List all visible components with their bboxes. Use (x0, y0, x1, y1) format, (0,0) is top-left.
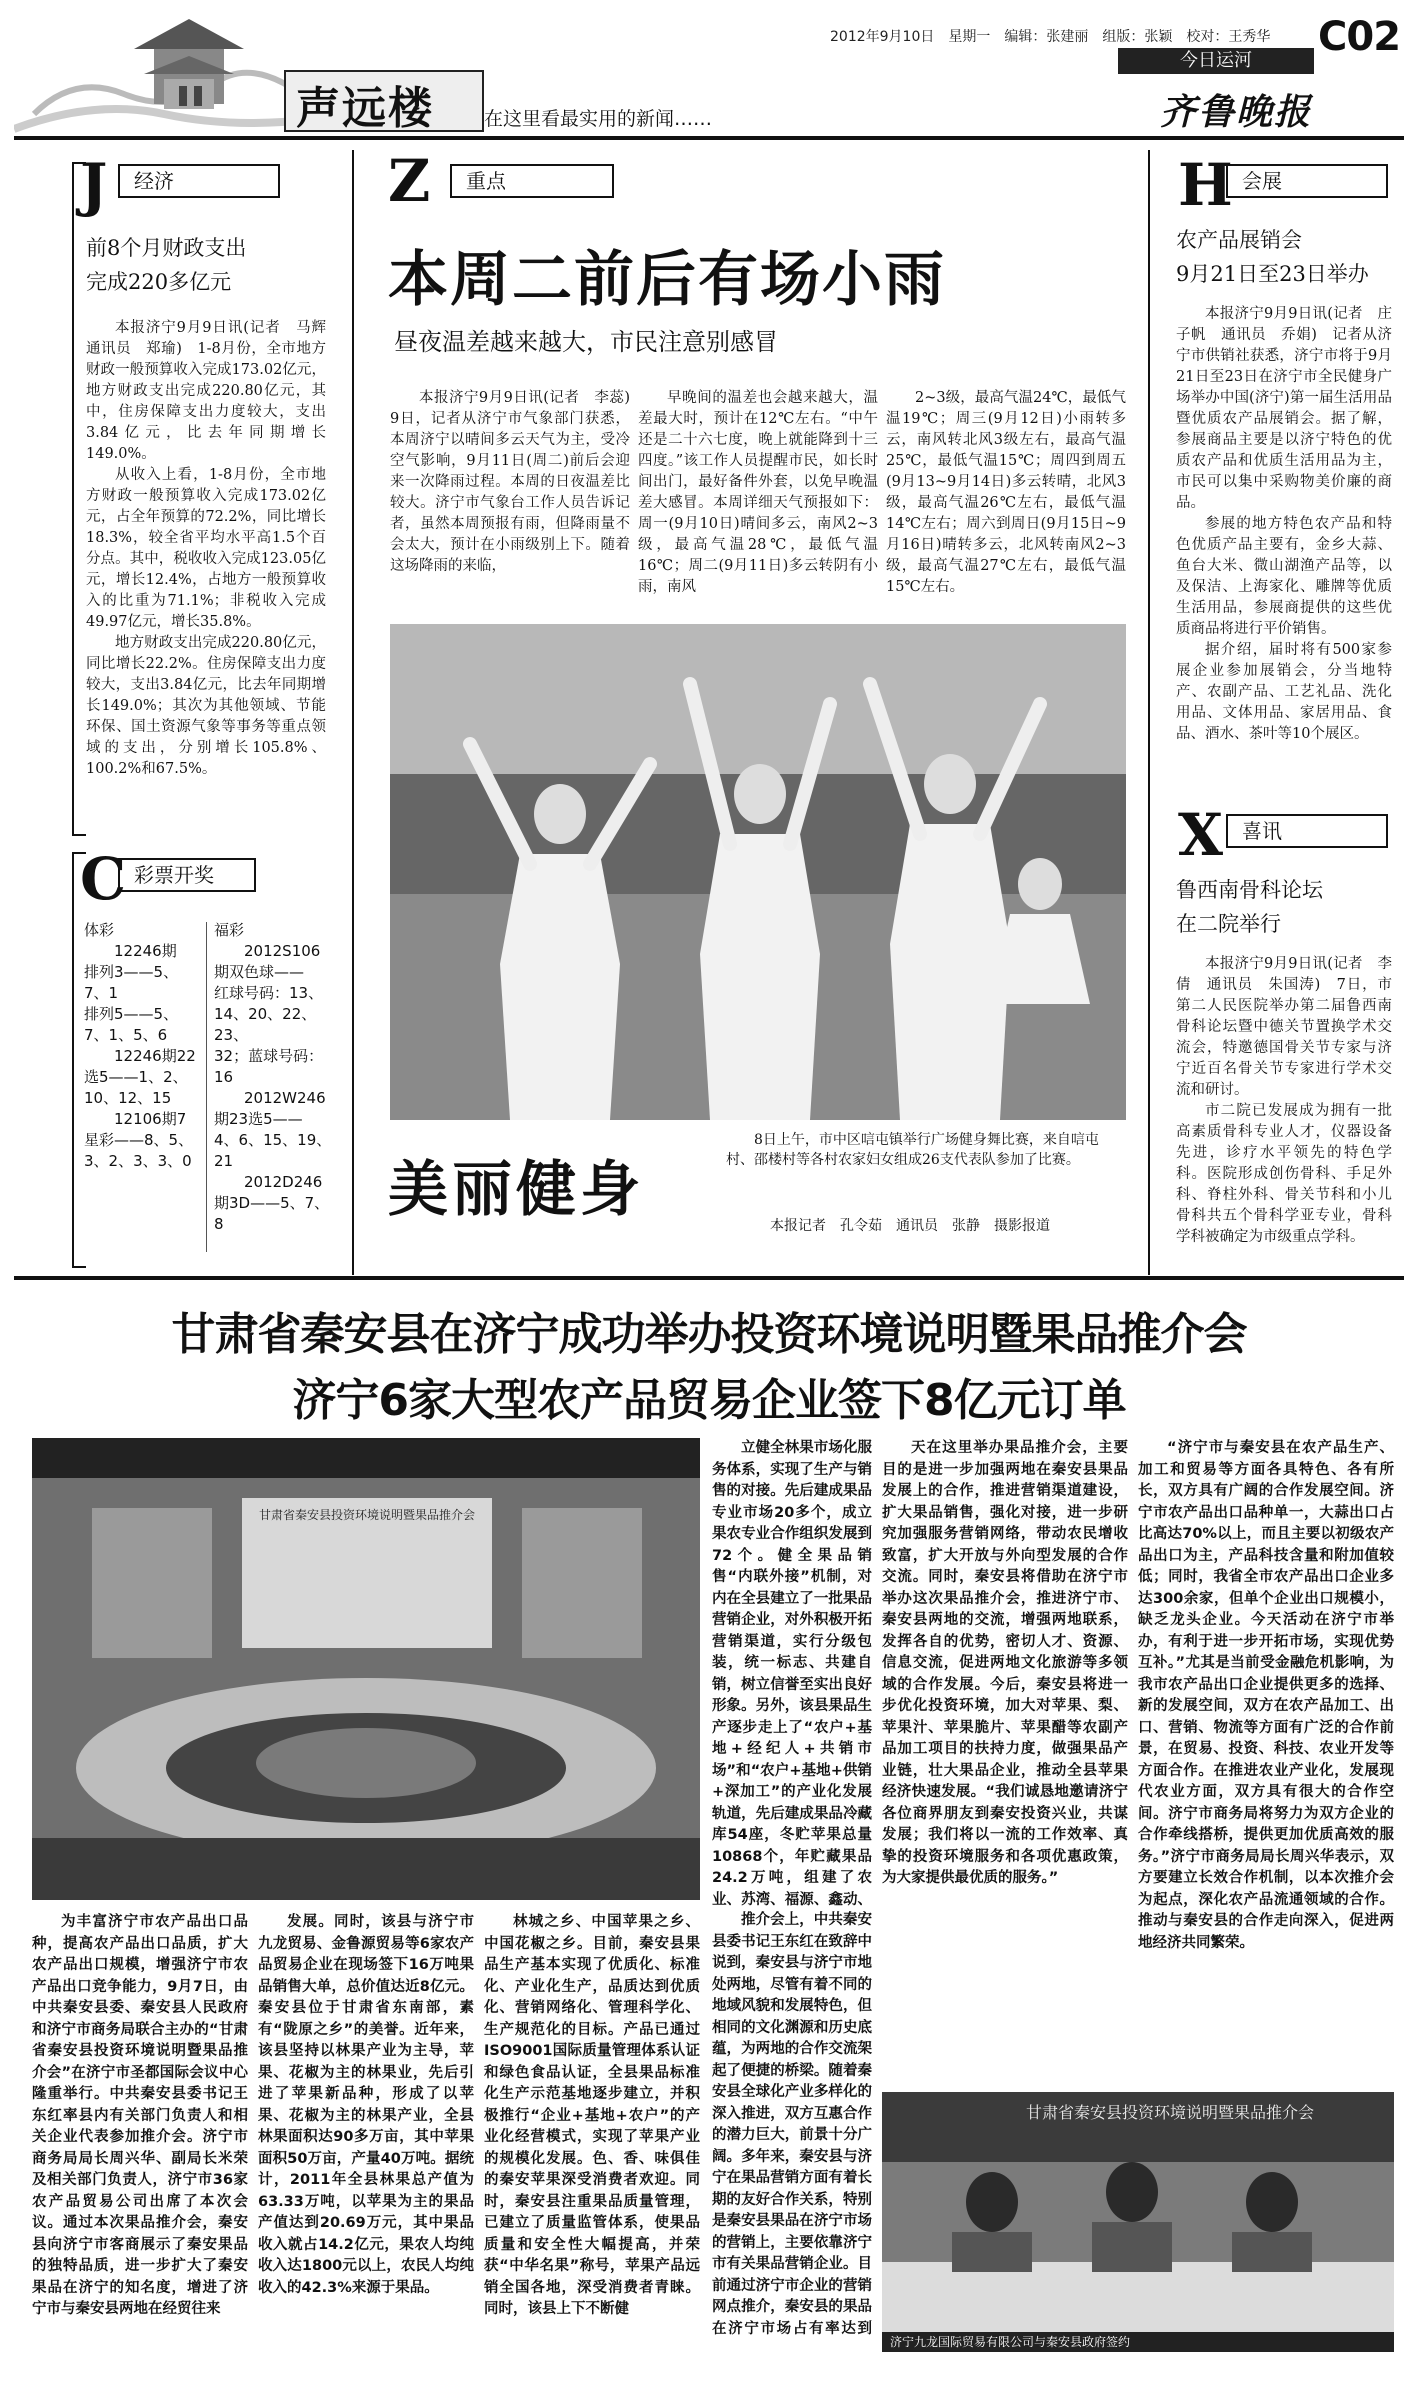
economy-headline-1: 前8个月财政支出 (86, 236, 247, 260)
page-number: C02 (1318, 14, 1401, 60)
economy-headline-2: 完成220多亿元 (86, 270, 232, 294)
news-paragraph: 市二院已发展成为拥有一批高素质骨科专业人才，仪器设备先进，诊疗水平领先的特色学科。医院形成创伤骨科、手足外科、脊柱外科、骨关节科和小儿骨科共五个骨科学亚专业，骨科学科被确定为市级重点学科。 (1176, 1103, 1392, 1245)
signing-ceremony-illustration (882, 2092, 1394, 2352)
lottery-label: 彩票开奖 (118, 858, 256, 892)
lottery-line: 12246期22 (84, 1047, 196, 1065)
column-rule (352, 150, 354, 1275)
fitness-credit: 本报记者 孔令茹 通讯员 张静 摄影报道 (770, 1218, 1050, 1234)
news-paragraph: 本报济宁9月9日讯(记者 李倩 通讯员 朱国涛) 7日，市第二人民医院举办第二届鲁西南骨科论坛暨中德关节置换学术交流会，特邀德国骨关节专家与济宁近百名骨关节专家进行学术交流和研讨。 (1176, 956, 1392, 1098)
lottery-welfare-column (214, 920, 336, 1235)
lottery-line: 选5——1、2、 (84, 1068, 188, 1086)
lottery-line: 12246期 (84, 942, 177, 960)
weather-col-2: 早晚间的温差也会越来越大，温差最大时，预计在12℃左右。“中午还是二十六七度，晚上就能降到十三四度。”该工作人员提醒市民，如长时间出门，最好备件外套，以免早晚温差大感冒。本周详细天气预报如下：周一(9月10日)晴间多云，南风2~3级，最高气温28℃，最低气温16℃；周二(9月11日)多云转阴有小雨，南风 (638, 390, 878, 595)
lottery-line: 2012W246 (214, 1089, 326, 1107)
economy-paragraph: 从收入上看，1-8月份，全市地方财政一般预算收入完成173.02亿元，占全年预算的72.2%，同比增长18.3%，较全省平均水平高1.5个百分点。其中，税收收入完成123.05亿元，增长12.4%，占地方一般预算收入的比重为71.1%；非税收入完成49.97亿元，增长35.8%。 (86, 467, 326, 630)
lottery-divider (206, 922, 207, 1252)
column-rule (1148, 150, 1150, 1275)
column-title: 声远楼 (296, 83, 434, 134)
lottery-line: 7、1 (84, 984, 119, 1002)
lottery-line: 14、20、22、23、 (214, 1005, 317, 1044)
feature-col-c: 天在这里举办果品推介会，主要目的是进一步加强两地在秦安县果品发展上的合作，推进营销渠道建设，扩大果品销售，强化对接，进一步研究加强服务营销网络，带动农民增收致富，扩大开放与外向型发展的合作交流。同时，秦安县将借助在济宁市举办这次果品推介会，推进济宁市、秦安县两地的交流，增强两地联系，发挥各自的优势，密切人才、资源、信息交流，促进两地文化旅游等多领域的合作发展。今后，秦安县将进一步优化投资环境，加大对苹果、梨、苹果汁、苹果脆片、苹果醋等农副产品加工项目的扶持力度，做强果品产业链，壮大果品企业，推动全县苹果经济快速发展。“我们诚恳地邀请济宁各位商界朋友到秦安投资兴业，共谋发展；我们将以一流的工作效率、真挚的投资环境服务和各项优惠政策，为大家提供最优质的服务。” (882, 1440, 1128, 1886)
lottery-line: 32；蓝球号码： (214, 1047, 324, 1065)
fitness-photo (390, 624, 1126, 1120)
economy-paragraph: 地方财政支出完成220.80亿元，同比增长22.2%。住房保障支出力度较大，支出3.84亿元，比去年同期增长149.0%；其次为其他领域、节能环保、国土资源气象等事务等重点领域的支出，分别增长105.8%、100.2%和67.5%。 (86, 635, 326, 777)
lottery-line: 2012D246 (214, 1173, 323, 1191)
weather-subhead: 昼夜温差越来越大，市民注意别感冒 (394, 328, 778, 356)
lottery-line: 排列3——5、 (84, 963, 179, 981)
signing-caption: 济宁九龙国际贸易有限公司与秦安县政府签约 (890, 2335, 1131, 2349)
exhibition-paragraph: 据介绍，届时将有500家参展企业参加展销会，分当地特产、农副产品、工艺礼品、洗化用品、文体用品、家居用品、食品、酒水、茶叶等10个展区。 (1176, 642, 1392, 742)
lottery-line: 4、6、15、19、21 (214, 1131, 332, 1170)
lottery-line: 2012S106 (214, 942, 321, 960)
section-tag: 今日运河 (1118, 48, 1314, 74)
header-date-line: 2012年9月10日 星期一 编辑：张建丽 组版：张颖 校对：王秀华 (830, 29, 1271, 45)
lottery-line: 10、12、15 (84, 1089, 172, 1107)
lottery-line: 期双色球—— (214, 963, 305, 981)
column-slogan: 在这里看最实用的新闻…… (484, 108, 713, 130)
weather-col-3: 2~3级，最高气温24℃，最低气温19℃；周三(9月12日)小雨转多云，南风转北风3级左右，最高气温25℃，最低气温15℃；周四到周五(9月13~9月14日)多云转晴，北风3级，最高气温26℃左右，最低气温14℃左右；周六到周日(9月15日~9月16日)晴转多云，北风转南风2~3级，最高气温27℃左右，最低气温15℃左右。 (886, 390, 1126, 595)
exhibition-headline-1: 农产品展销会 (1176, 228, 1302, 252)
fitness-caption: 8日上午，市中区唁屯镇举行广场健身舞比赛，来自唁屯村、邵楼村等各村农家妇女组成26支代表队参加了比赛。 (726, 1132, 1099, 1168)
lottery-line: 16 (214, 1068, 234, 1086)
lottery-line: 8 (214, 1215, 224, 1233)
lottery-line: 7、1、5、6 (84, 1026, 168, 1044)
feature-top-rule (14, 1276, 1404, 1280)
lottery-line: 星彩——8、5、 (84, 1131, 194, 1149)
conference-banner: 甘肃省秦安县投资环境说明暨果品推介会 (258, 1508, 475, 1522)
dance-scene-illustration (390, 624, 1126, 1120)
exhibition-letter: H (1178, 151, 1233, 219)
pagoda-illustration (14, 14, 314, 134)
lottery-line: 红球号码：13、 (214, 984, 324, 1002)
signing-banner: 甘肃省秦安县投资环境说明暨果品推介会 (1025, 2103, 1314, 2122)
exhibition-headline-2: 9月21日至23日举办 (1176, 262, 1369, 286)
weather-letter: Z (388, 147, 431, 215)
feature-bottom-col-2: 发展。同时，该县与济宁市九龙贸易、金鲁源贸易等6家农产品贸易企业在现场签下16万吨果品销售大单，总价值达近8亿元。秦安县位于甘肃省东南部，素有“陇原之乡”的美誉。近年来，该县坚持以林果产业为主导，苹果、花椒为主的林果业，先后引进了苹果新品种，形成了以苹果、花椒为主的林果产业，全县林果面积达90多万亩，其中苹果面积50万亩，产量40万吨。据统计，2011年全县林果总产值为63.33万吨，以苹果为主的果品产值达到20.69万元，其中果品收入就占14.2亿元，果农人均纯收入达1800元以上，农民人均纯收入的42.3%来源于果品。 (258, 1914, 474, 2296)
news-label: 喜讯 (1226, 814, 1388, 848)
news-headline-1: 鲁西南骨科论坛 (1176, 878, 1323, 902)
brand-logo: 齐鲁晚报 (1160, 91, 1313, 133)
exhibition-paragraph: 参展的地方特色农产品和特色优质产品主要有，金乡大蒜、鱼台大米、微山湖渔产品等，以及保洁、上海家化、雕牌等优质生活用品，参展商提供的这些优质商品将进行平价销售。 (1176, 516, 1392, 637)
feature-col-a: 立健全林果市场化服务体系，实现了生产与销售的对接。先后建成果品专业市场20多个，成立果农专业合作组织发展到72个。健全果品销售“内联外接”机制，对内在全县建立了一批果品营销企业，对外积极开拓营销渠道，实行分级包装，统一标志、共建自销，树立信誉至实出良好形象。另外，该县果品生产逐步走上了“农户+基地+经纪人+共销市场”和“农户+基地+供销+深加工”的产业化发展轨道，先后建成果品冷藏库54座，冬贮苹果总量10868个，年贮藏果品24.2万吨，组建了农业、苏湾、福源、鑫动、 (712, 1440, 872, 1908)
lottery-line: 福彩 (214, 921, 245, 939)
header-ornament (14, 14, 314, 134)
feature-bottom-col-1: 为丰富济宁市农产品出口品种，提高农产品出口品质，扩大农产品出口规模，增强济宁市农产品出口竞争能力，9月7日，由中共秦安县委、秦安县人民政府和济宁市商务局联合主办的“甘肃省秦安县投资环境说明暨果品推介会”在济宁市圣都国际会议中心隆重举行。中共秦安县委书记王东红率县内有关部门负责人和相关企业代表参加推介会。济宁市商务局局长周兴华、副局长米荣及相关部门负责人，济宁市36家农产品贸易公司出席了本次会议。通过本次果品推介会，秦安县向济宁市客商展示了秦安果品的独特品质，进一步扩大了秦安果品在济宁的知名度，增进了济宁市与秦安县两地在经贸往来 (32, 1914, 248, 2317)
weather-label: 重点 (450, 164, 614, 198)
signing-photo (882, 2092, 1394, 2352)
news-letter: X (1178, 801, 1224, 869)
fitness-title: 美丽健身 (388, 1155, 644, 1225)
lottery-sports-column (84, 920, 202, 1172)
lottery-letter: C (80, 845, 127, 913)
economy-label: 经济 (118, 164, 280, 198)
feature-col-d: “济宁市与秦安县在农产品生产、加工和贸易等方面各具特色、各有所长，双方具有广阔的合作发展空间。济宁市农产品出口品种单一，大蒜出口占比高达70%以上，而且主要以初级农产品出口为主，产品科技含量和附加值较低；同时，我省全市农产品出口企业多达300余家，但单个企业出口规模小，缺乏龙头企业。今天活动在济宁市举办，有利于进一步开拓市场，实现优势互补。”尤其是当前受金融危机影响，为我市农产品出口企业提供更多的选择、新的发展空间，双方在农产品加工、出口、营销、物流等方面有广泛的合作前景，在贸易、投资、科技、农业开发等方面合作。在推进农业产业化，发展现代农业方面，双方具有很大的合作空间。济宁市商务局将努力为双方企业的合作牵线搭桥，提供更加优质高效的服务。”济宁市商务局局长周兴华表示，双方要建立长效合作机制，以本次推介会为起点，深化农产品流通领域的合作。推动与秦安县的合作走向深入，促进两地经济共同繁荣。 (1138, 1440, 1394, 1951)
feature-col-b: 推介会上，中共秦安县委书记王东红在致辞中说到，秦安县与济宁市地处两地，尽管有着不同的地域风貌和发展特色，但相同的文化渊源和历史底蕴，为两地的合作交流架起了便捷的桥梁。随着秦安县全球化产业多样化的深入推进，双方互惠合作的潜力巨大，前景十分广阔。多年来，秦安县与济宁在果品营销方面有着长期的友好合作关系，特别是秦安县果品在济宁市场的营销上，主要依靠济宁市有关果品营销企业。目前通过济宁市企业的营销网点推介，秦安县的果品在济宁市场占有率达到 (712, 1912, 872, 2337)
news-headline-2: 在二院举行 (1176, 912, 1281, 936)
weather-col-1: 本报济宁9月9日讯(记者 李蕊) 9日，记者从济宁市气象部门获悉，本周济宁以晴间多云天气为主，受冷空气影响，9月11日(周二)前后会迎来一次降雨过程。本周的日夜温差比较大。济宁市气象台工作人员告诉记者，虽然本周预报有雨，但降雨量不会太大，预计在小雨级别上下。随着这场降雨的来临， (390, 390, 645, 574)
feature-headline-2: 济宁6家大型农产品贸易企业签下8亿元订单 (292, 1375, 1126, 1426)
lottery-line: 排列5——5、 (84, 1005, 179, 1023)
lottery-line: 12106期7 (84, 1110, 187, 1128)
news-article (1176, 954, 1392, 1248)
lottery-line: 3、2、3、3、0 (84, 1152, 192, 1170)
exhibition-article (1176, 304, 1392, 745)
lottery-line: 期3D——5、7、 (214, 1194, 330, 1212)
exhibition-label: 会展 (1226, 164, 1388, 198)
economy-letter: J (80, 151, 108, 219)
economy-paragraph: 本报济宁9月9日讯(记者 马辉 通讯员 郑瑜) 1-8月份，全市地方财政一般预算收入完成173.02亿元，地方财政支出完成220.80亿元，其中，住房保障支出力度较大，支出3.84亿元，比去年同期增长149.0%。 (86, 320, 341, 462)
exhibition-paragraph: 本报济宁9月9日讯(记者 庄子帆 通讯员 乔娟) 记者从济宁市供销社获悉，济宁市将于9月21日至23日在济宁市全民健身广场举办中国(济宁)第一届生活用品暨优质农产品展销会。据了解，参展商品主要是以济宁特色的优质农产品和优质生活用品为主，市民可以集中采购物美价廉的商品。 (1176, 306, 1392, 511)
header-rule (14, 136, 1404, 140)
weather-headline: 本周二前后有场小雨 (388, 245, 946, 315)
lottery-line: 体彩 (84, 921, 115, 939)
lottery-line: 期23选5—— (214, 1110, 303, 1128)
economy-bracket (72, 162, 86, 836)
feature-bottom-col-3: 林城之乡、中国苹果之乡、中国花椒之乡。目前，秦安县果品生产基本实现了优质化、标准化、产业化生产，品质达到优质化、营销网络化、管理科学化、生产规范化的目标。产品已通过ISO9001国际质量管理体系认证和绿色食品认证，全县果品标准化生产示范基地逐步建立，并积极推行“企业+基地+农户”的产业化经营模式，实现了苹果产业的规模化发展。色、香、味俱佳的秦安苹果深受消费者欢迎。同时，秦安县注重果品质量管理，已建立了质量监管体系，使果品质量和安全性大幅提高，并荣获“中华名果”称号，苹果产品远销全国各地，深受消费者青睐。同时，该县上下不断健 (484, 1914, 700, 2317)
feature-headline-1: 甘肃省秦安县在济宁成功举办投资环境说明暨果品推介会 (171, 1309, 1247, 1360)
economy-article (86, 318, 341, 780)
